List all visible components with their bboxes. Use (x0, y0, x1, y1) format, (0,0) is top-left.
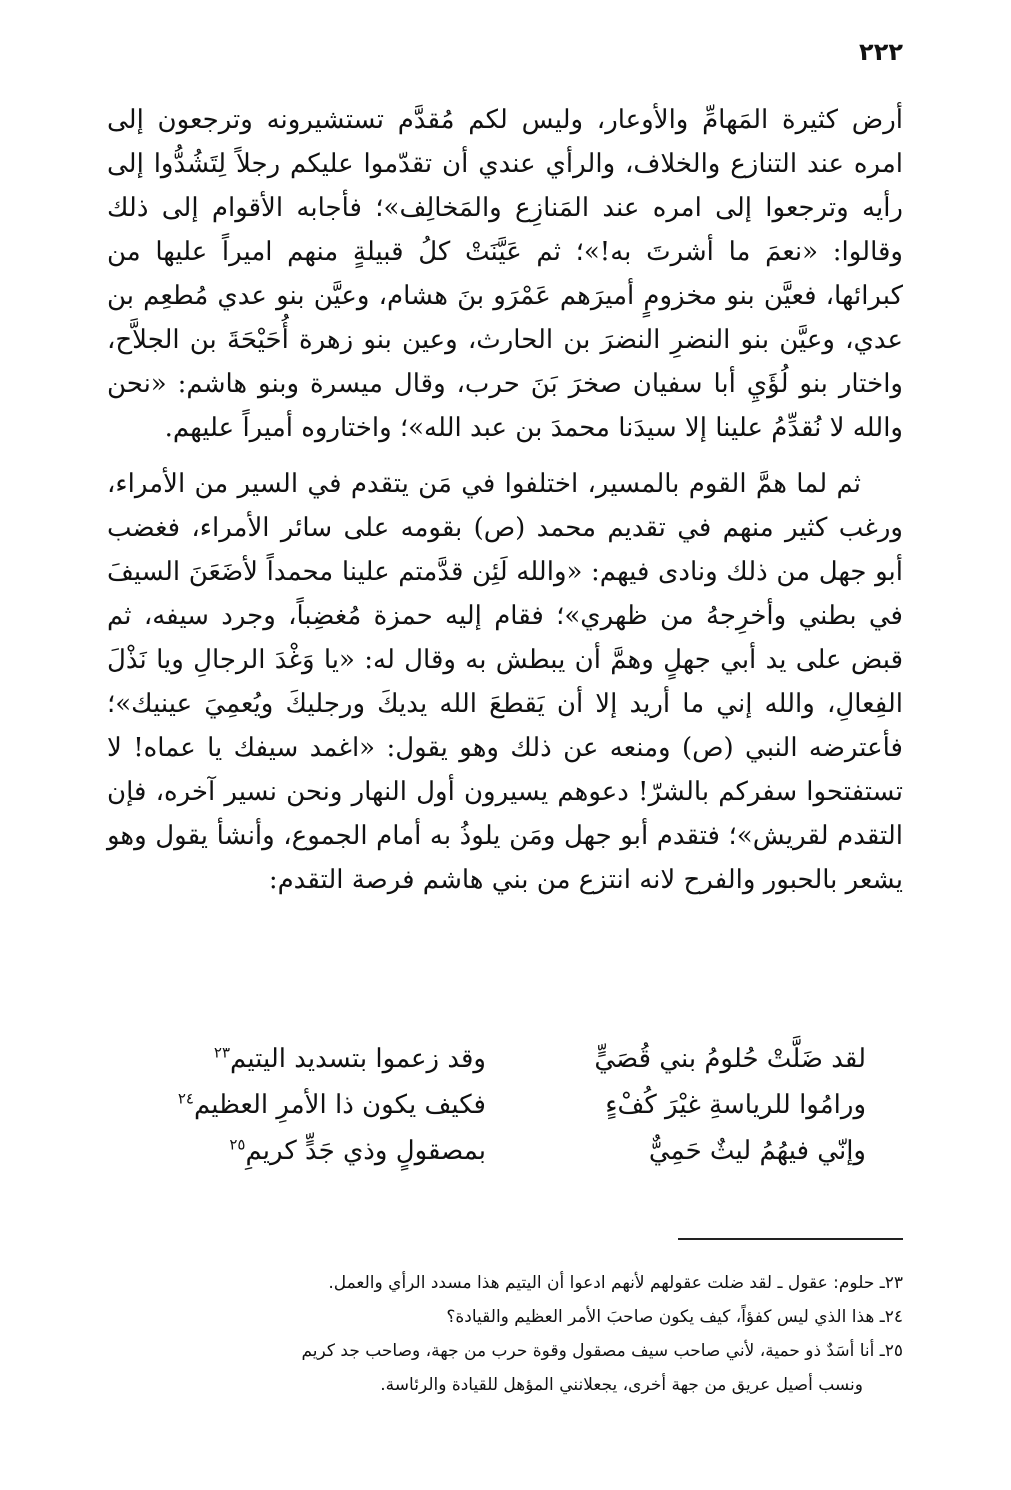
footnote-reference: ٢٤ (177, 1089, 194, 1108)
poem-first-hemistich: وإنّي فيهُمُ ليثٌ حَمِيٌّ (648, 1136, 866, 1166)
footnote-divider (678, 1238, 903, 1240)
poem-first-hemistich: لقد ضَلَّتْ حُلومُ بني قُصَيٍّ (594, 1044, 866, 1074)
poem-second-hemistich (146, 1128, 486, 1174)
paragraph: ثم لما همَّ القوم بالمسير، اختلفوا في مَن يتقدم في السير من الأمراء، ورغب كثير منهم في تقديم محمد (ص) بقومه على سائر الأمراء، فغضب أبو جهل من ذلك ونادى فيهم: «والله لَئِن قدَّمتم علينا محمداً لأضَعَنَ السيفَ في بطني وأخرِجهُ من ظهري»؛ فقام إليه حمزة مُغضِباً، وجرد سيفه، ثم قبض على يد أبي جهلٍ وهمَّ أن يبطش به وقال له: «يا وَغْدَ الرجالِ ويا نَذْلَ الفِعالِ، والله إني ما أريد إلا أن يَقطعَ الله يديكَ ورجليكَ ويُعمِيَ عينيك»؛ فأعترضه النبي (ص) ومنعه عن ذلك وهو يقول: «اغمد سيفك يا عماه! لا تستفتحوا سفركم بالشرّ! دعوهم يسيرون أول النهار ونحن نسير آخره، فإن التقدم لقريش»؛ فتقدم أبو جهل ومَن يلوذُ به أمام الجموع، وأنشأ يقول وهو يشعر بالحبور والفرح لانه انتزع من بني هاشم فرصة التقدم: (107, 469, 903, 895)
hemistich-text: وقد زعموا بتسديد اليتيم (230, 1044, 486, 1074)
paragraph: أرض كثيرة المَهامِّ والأوعار، وليس لكم مُقدَّم تستشيرونه وترجعون إلى امره عند التنازع والخلاف، والرأي عندي أن تقدّموا عليكم رجلاً لِتَشُدُّوا إلى رأيه وترجعوا إلى امره عند المَنازِع والمَخالِف»؛ فأجابه الأقوام إلى ذلك وقالوا: «نعمَ ما أشرتَ به!»؛ ثم عَيَّنَتْ كلُ قبيلةٍ منهم اميراً عليها من كبرائها، فعيَّن بنو مخزومٍ أميرَهم عَمْرَو بنَ هشام، وعيَّن بنو عدي مُطعِم بن عدي، وعيَّن بنو النضرِ النضرَ بن الحارث، وعين بنو زهرة أُحَيْحَةَ بن الجلاَّح، واختار بنو لُؤَيِ أبا سفيان صخرَ بَنَ حرب، وقال ميسرة وبنو هاشم: «نحن والله لا نُقدِّمُ علينا إلا سيدَنا محمدَ بن عبد الله»؛ واختاروه أميراً عليهم. (107, 105, 903, 443)
footnote: ٢٤ـ هذا الذي ليس كفؤاً، كيف يكون صاحبَ الأمر العظيم والقيادة؟ (446, 1307, 903, 1327)
poem-first-hemistich: ورامُوا للرياسةِ غيْرَ كُفْءٍ (605, 1090, 866, 1120)
footnote: ٢٣ـ حلوم: عقول ـ لقد ضلت عقولهم لأنهم ادعوا أن اليتيم هذا مسدد الرأي والعمل. (328, 1273, 903, 1293)
footnote: ٢٥ـ أنا أسَدٌ ذو حمية، لأني صاحب سيف مصقول وقوة حرب من جهة، وصاحب جد كريم (301, 1341, 903, 1361)
poem-verse (146, 1128, 866, 1174)
footnote-reference: ٢٥ (229, 1135, 246, 1154)
page-number: ٢٢٢ (859, 38, 903, 66)
hemistich-text: بمصقولٍ وذي جَدٍّ كريمِ (245, 1136, 486, 1166)
poem-verse (146, 1082, 866, 1128)
poem (146, 1036, 866, 1174)
footnote-reference: ٢٣ (213, 1043, 231, 1062)
poem-second-hemistich (146, 1036, 486, 1082)
poem-verse (146, 1036, 866, 1082)
main-text (107, 98, 903, 902)
hemistich-text: فكيف يكون ذا الأمرِ العظيم (193, 1090, 486, 1120)
footnotes (107, 1266, 903, 1402)
footnote-continuation: ونسب أصيل عريق من جهة أخرى، يجعلانني المؤهل للقيادة والرئاسة. (380, 1375, 863, 1395)
poem-second-hemistich (146, 1082, 486, 1128)
